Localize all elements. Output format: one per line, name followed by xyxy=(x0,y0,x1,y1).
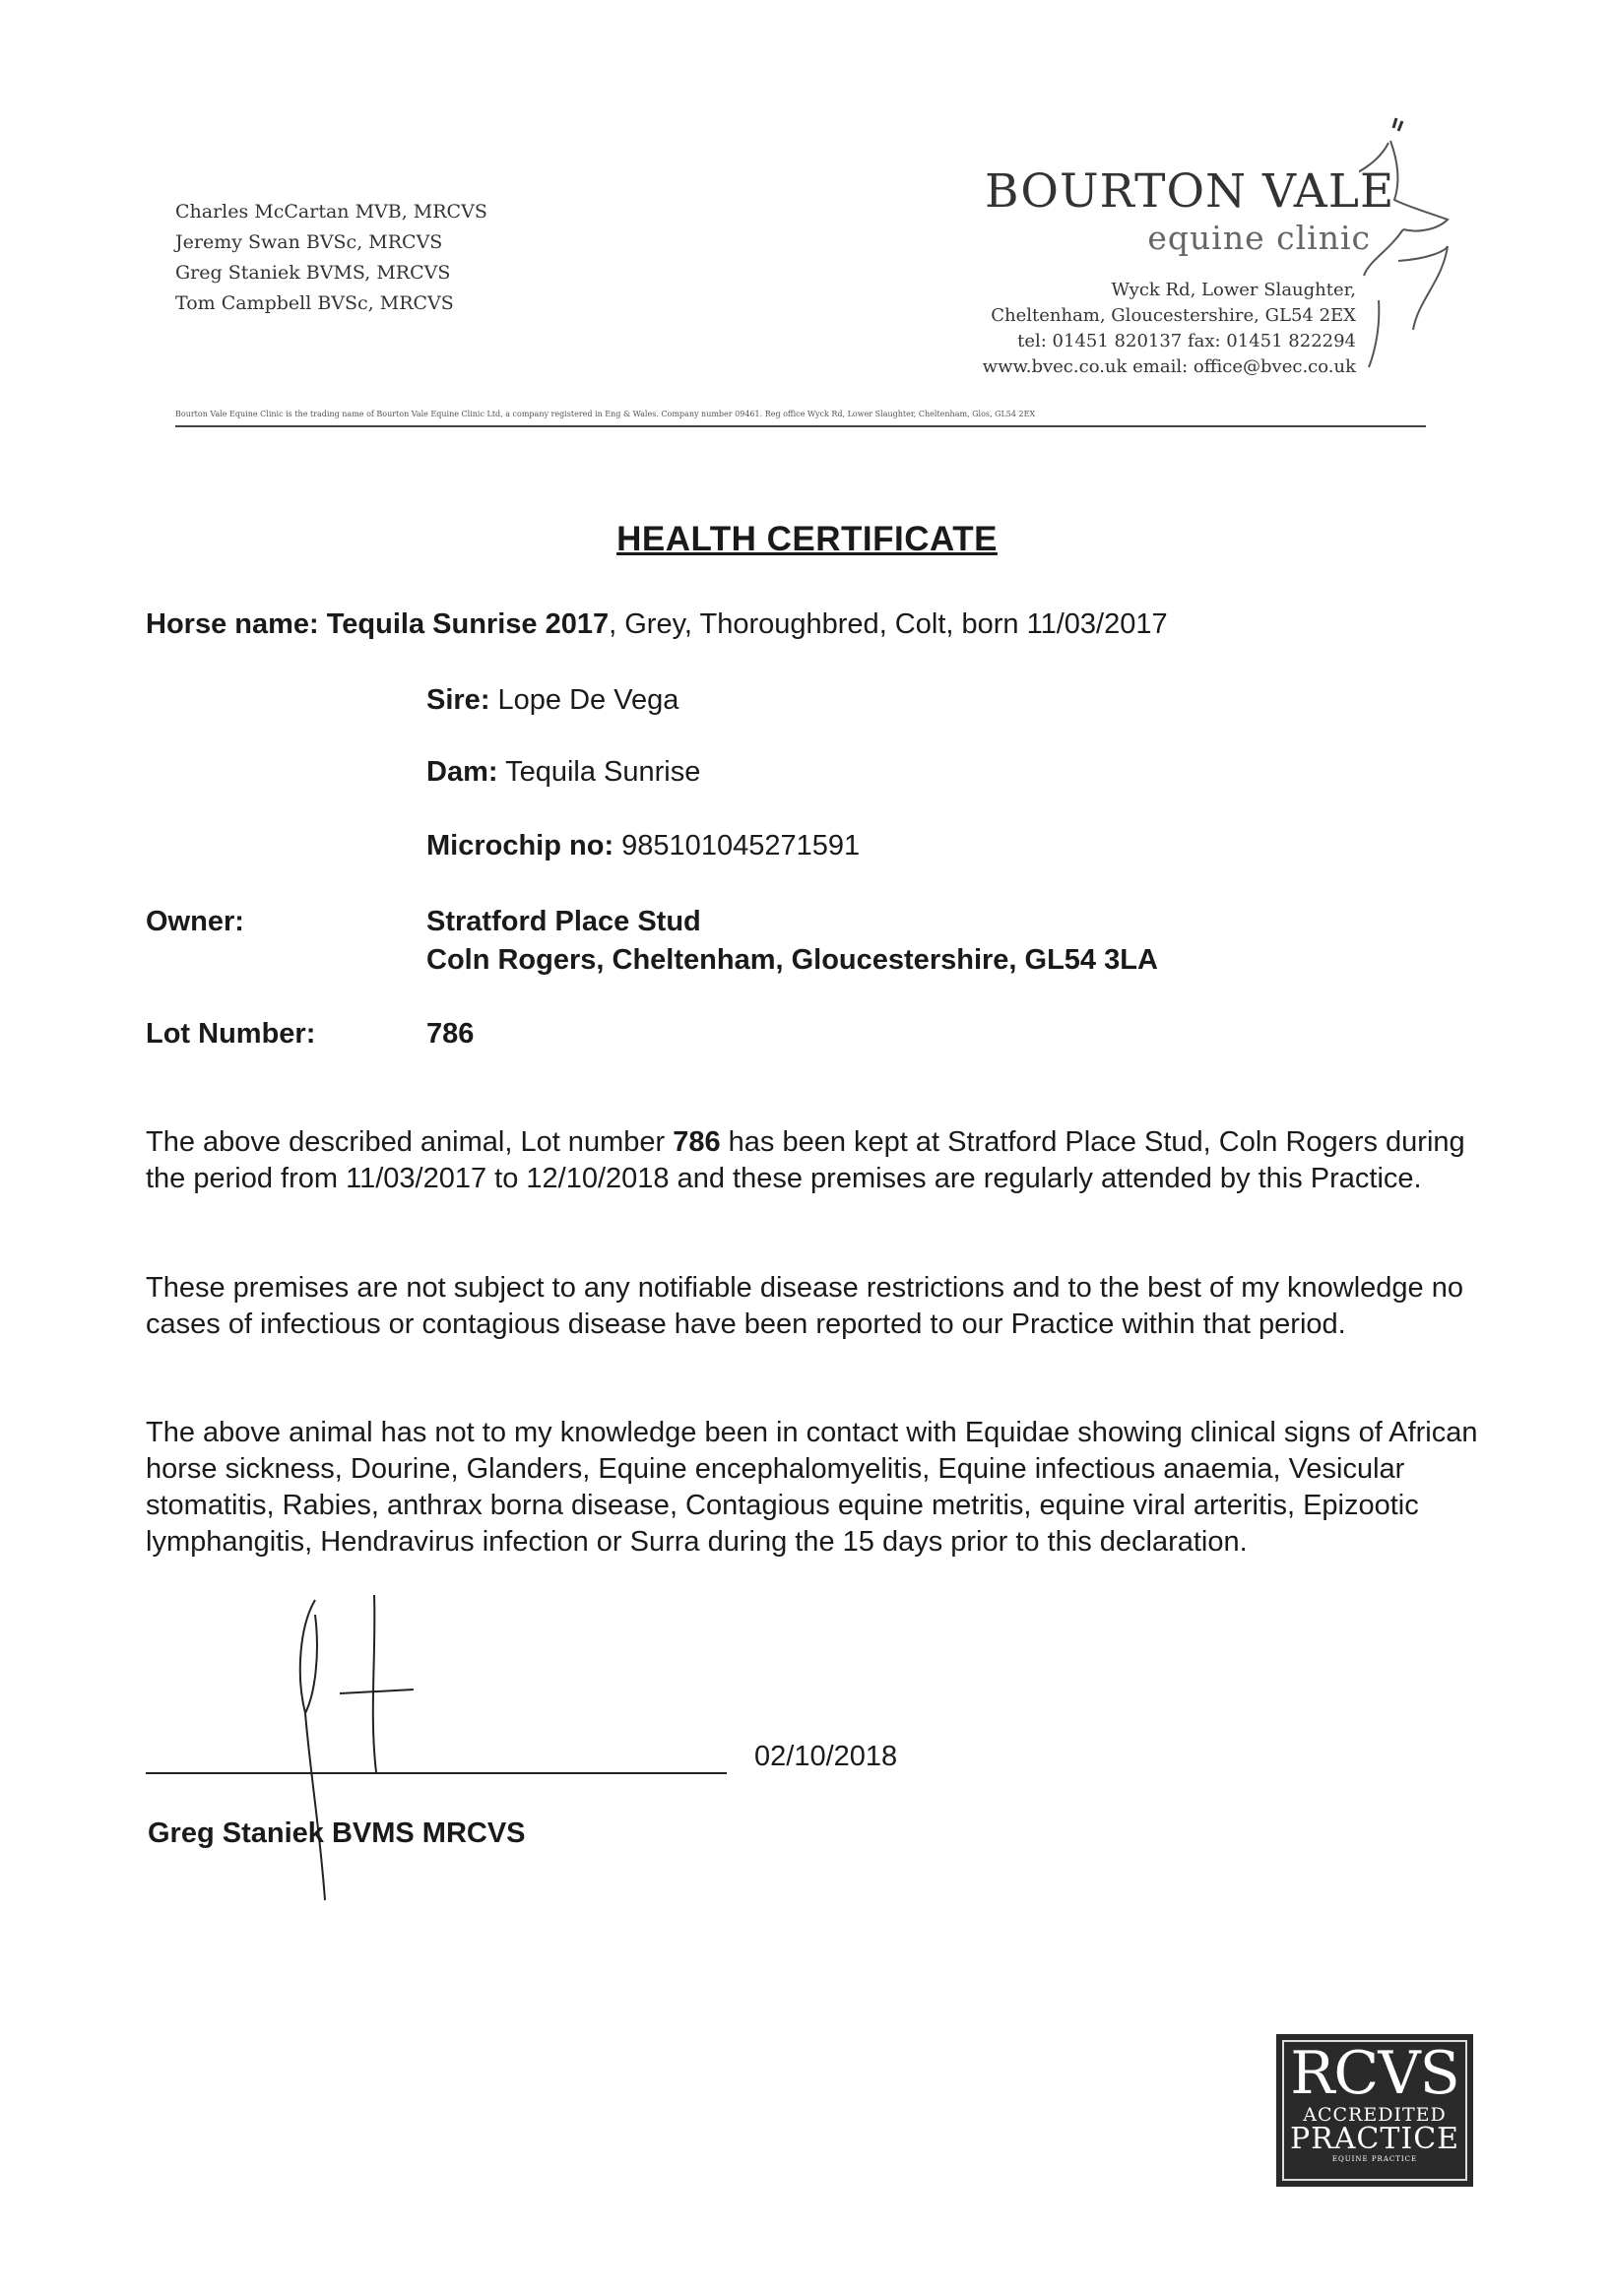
brand-subtitle: equine clinic xyxy=(1147,219,1371,257)
sire-label: Sire: xyxy=(426,684,490,716)
paragraph-declaration xyxy=(146,1415,1485,1561)
owner-label: Owner: xyxy=(146,906,244,937)
rcvs-equine: EQUINE PRACTICE xyxy=(1331,2155,1418,2163)
rcvs-practice: PRACTICE xyxy=(1289,2122,1460,2156)
dam-value: Tequila Sunrise xyxy=(505,756,701,788)
clinic-logo xyxy=(985,164,1395,258)
rcvs-badge-border xyxy=(1282,2040,1467,2181)
signatory-name: Greg Staniek BVMS MRCVS xyxy=(148,1818,526,1849)
clinic-address xyxy=(926,278,1356,380)
para1-text-a: The above described animal, Lot number xyxy=(146,1126,674,1158)
horse-details: , Grey, Thoroughbred, Colt, born 11/03/2017 xyxy=(609,608,1168,640)
microchip-line xyxy=(426,830,860,862)
header-divider xyxy=(175,425,1426,427)
para1-lot: 786 xyxy=(673,1126,721,1158)
lot-label: Lot Number: xyxy=(146,1018,316,1050)
vet-name: Charles McCartan MVB, MRCVS xyxy=(175,201,487,223)
sire-line xyxy=(426,684,678,717)
signature-date: 02/10/2018 xyxy=(754,1741,898,1772)
microchip-value: 985101045271591 xyxy=(621,830,861,861)
address-line: tel: 01451 820137 fax: 01451 822294 xyxy=(1017,331,1356,351)
dam-line xyxy=(426,756,700,789)
brand-name: BOURTON VALE xyxy=(985,164,1395,219)
dam-label: Dam: xyxy=(426,756,498,788)
paragraph-restrictions xyxy=(146,1270,1485,1343)
signature-line xyxy=(146,1772,727,1774)
address-line: Cheltenham, Gloucestershire, GL54 2EX xyxy=(991,305,1356,326)
horse-name: Tequila Sunrise 2017 xyxy=(326,608,610,640)
owner-address: Coln Rogers, Cheltenham, Gloucestershire, GL54 3LA xyxy=(426,944,1158,976)
para1-text-b: has been kept at Stratford Place Stud, Coln Rogers during the period from 11/03/2017 to 12/10/2018 and these premises are regularly attended by this Practice. xyxy=(146,1126,1465,1194)
horse-head-icon xyxy=(1359,113,1457,389)
horse-line xyxy=(146,608,1168,641)
vet-name: Jeremy Swan BVSc, MRCVS xyxy=(175,231,443,253)
address-line: www.bvec.co.uk email: office@bvec.co.uk xyxy=(982,356,1356,377)
rcvs-accredited: ACCREDITED xyxy=(1303,2104,1447,2126)
page-title: HEALTH CERTIFICATE xyxy=(616,520,998,558)
microchip-label: Microchip no: xyxy=(426,830,614,861)
legal-footer-line: Bourton Vale Equine Clinic is the trading name of Bourton Vale Equine Clinic Ltd, a company registered in Eng & Wales. Company number 09461. Reg office Wyck Rd, Lower Slaughter, Cheltenham, Glos, GL54 2EX xyxy=(175,410,1036,418)
owner-name: Stratford Place Stud xyxy=(426,906,701,937)
vets-list xyxy=(175,197,487,319)
paragraph-premises xyxy=(146,1124,1485,1197)
rcvs-accredited-badge xyxy=(1276,2034,1473,2187)
lot-value: 786 xyxy=(426,1018,475,1050)
vet-name: Tom Campbell BVSc, MRCVS xyxy=(175,292,454,314)
rcvs-title: RCVS xyxy=(1290,2039,1459,2108)
horse-label: Horse name: xyxy=(146,608,319,640)
handwritten-signature xyxy=(286,1595,423,1910)
para2-text: These premises are not subject to any notifiable disease restrictions and to the best of my knowledge no cases of infectious or contagious disease have been reported to our Practice within that period. xyxy=(146,1272,1463,1340)
vet-name: Greg Staniek BVMS, MRCVS xyxy=(175,262,451,284)
address-line: Wyck Rd, Lower Slaughter, xyxy=(1111,280,1356,300)
para3-text: The above animal has not to my knowledge been in contact with Equidae showing clinical signs of African horse sickness, Dourine, Glanders, Equine encephalomyelitis, Equine infectious anaemia, Vesicular stomatitis, Rabies, anthrax borna disease, Contagious equine metritis, equine viral arteritis, Epizootic lymphangitis, Hendravirus infection or Surra during the 15 days prior to this declaration. xyxy=(146,1417,1478,1558)
sire-value: Lope De Vega xyxy=(497,684,679,716)
